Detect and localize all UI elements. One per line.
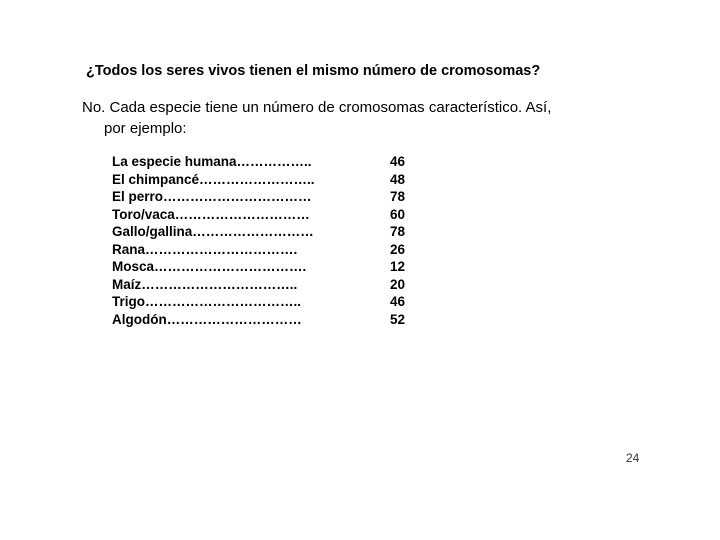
intro-line-2: por ejemplo:	[104, 120, 187, 137]
page-title: ¿Todos los seres vivos tienen el mismo número de cromosomas?	[86, 63, 541, 79]
species-name: Mosca…………………………….	[112, 259, 307, 274]
chromosome-count: 48	[390, 171, 406, 187]
chromosome-count: 12	[390, 259, 406, 274]
intro-paragraph	[82, 97, 602, 139]
species-name: Algodón…………………………	[112, 311, 302, 327]
species-name: La especie humana……………..	[112, 154, 312, 169]
intro-line-1: No. Cada especie tiene un número de cromosomas característico. Así,	[82, 99, 552, 116]
species-name: Rana…………………………….	[112, 241, 298, 257]
chromosome-count: 60	[390, 206, 406, 222]
species-name: El perro……………………………	[112, 189, 312, 204]
chromosome-count: 46	[390, 154, 406, 169]
chromosome-count: 78	[390, 224, 406, 239]
species-name: Toro/vaca…………………………	[112, 206, 310, 222]
chromosome-count: 26	[390, 241, 406, 257]
species-name: Trigo……………………………..	[112, 294, 301, 309]
chromosome-count: 46	[390, 294, 406, 309]
chromosome-count: 52	[390, 311, 406, 327]
species-name: El chimpancé……………………..	[112, 171, 315, 187]
page-number: 24	[626, 451, 640, 465]
species-name: Gallo/gallina………………………	[112, 224, 314, 239]
species-name: Maíz……………………………..	[112, 276, 298, 292]
chromosome-count: 20	[390, 276, 406, 292]
chromosome-count: 78	[390, 189, 406, 204]
